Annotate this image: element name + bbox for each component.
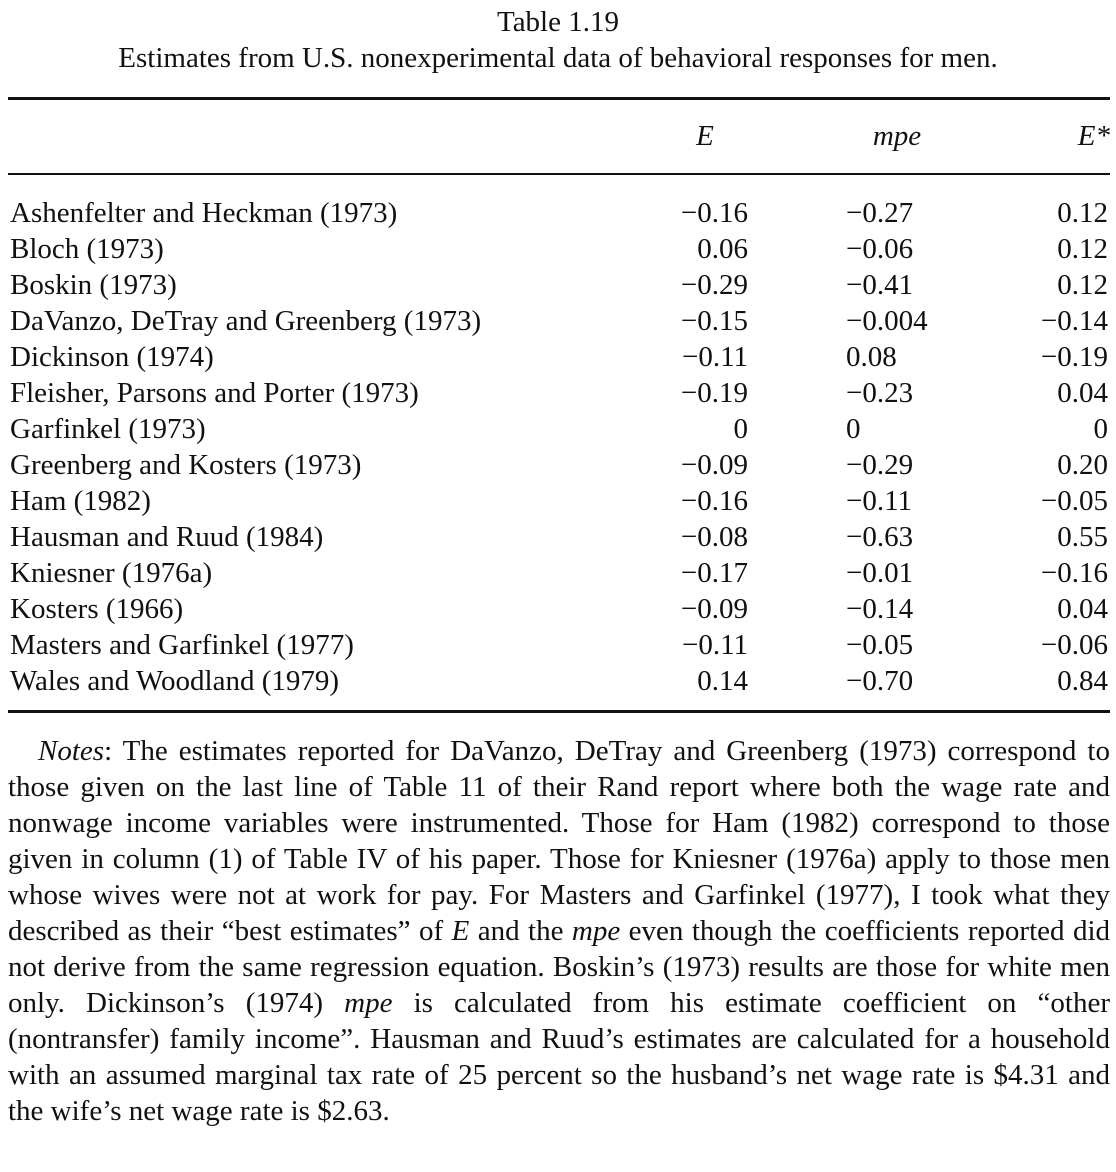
- row-value-e-star: 0.04: [1057, 377, 1108, 409]
- table-row: [0, 195, 1116, 231]
- row-value-e-star: 0.12: [1057, 233, 1108, 265]
- table-row: [0, 339, 1116, 375]
- table-notes: [8, 733, 1110, 1129]
- row-value-mpe: −0.06: [846, 233, 914, 265]
- row-study-name: Dickinson (1974): [10, 341, 214, 373]
- row-study-name: Boskin (1973): [10, 269, 177, 301]
- row-value-mpe: −0.004: [846, 305, 928, 337]
- row-value-mpe: −0.11: [846, 485, 913, 517]
- row-value-e: 0.14: [697, 665, 748, 697]
- table-header-rule: [8, 173, 1110, 175]
- table-row: [0, 591, 1116, 627]
- table-row: [0, 447, 1116, 483]
- row-value-e-star: 0.04: [1057, 593, 1108, 625]
- row-value-e-star: 0.12: [1057, 269, 1108, 301]
- row-value-e: 0: [733, 413, 748, 445]
- row-value-mpe: −0.01: [846, 557, 914, 589]
- row-value-e: −0.09: [680, 593, 748, 625]
- column-header-mpe: mpe: [872, 120, 922, 152]
- column-header-e: E: [696, 120, 714, 152]
- row-value-e: −0.11: [681, 341, 748, 373]
- row-value-e: −0.29: [680, 269, 748, 301]
- table-row: [0, 231, 1116, 267]
- row-study-name: Kniesner (1976a): [10, 557, 213, 589]
- notes-term-e: E: [451, 915, 470, 947]
- row-value-e: −0.15: [680, 305, 748, 337]
- table-row: [0, 267, 1116, 303]
- row-value-mpe: −0.27: [846, 197, 914, 229]
- row-value-mpe: −0.23: [846, 377, 914, 409]
- row-study-name: DaVanzo, DeTray and Greenberg (1973): [10, 305, 482, 337]
- row-value-mpe: −0.05: [846, 629, 914, 661]
- table-bottom-rule: [8, 710, 1110, 713]
- row-value-e: 0.06: [697, 233, 748, 265]
- table-top-rule: [8, 97, 1110, 100]
- table-row: [0, 411, 1116, 447]
- row-value-e-star: 0.20: [1057, 449, 1108, 481]
- row-study-name: Masters and Garfinkel (1977): [10, 629, 354, 661]
- row-value-mpe: −0.29: [846, 449, 914, 481]
- row-study-name: Kosters (1966): [10, 593, 184, 625]
- table-row: [0, 519, 1116, 555]
- row-study-name: Garfinkel (1973): [10, 413, 206, 445]
- table-caption: Estimates from U.S. nonexperimental data of behavioral responses for men.: [118, 42, 998, 74]
- row-value-e-star: 0.12: [1057, 197, 1108, 229]
- row-value-e-star: 0.84: [1057, 665, 1108, 697]
- notes-text-part-4: is calculated from his estimate coefficient on “other (nontransfer) family income”. Hausman and Ruud’s estimates are calculated for a household with an assumed marginal tax rate of 25 percent so the husband’s net wage rate is $4.31 and the wife’s net wage rate is $2.63.: [8, 987, 1110, 1127]
- table-row: [0, 627, 1116, 663]
- row-value-e: −0.17: [680, 557, 748, 589]
- table-row: [0, 375, 1116, 411]
- row-value-e-star: 0: [1093, 413, 1108, 445]
- table-row: [0, 555, 1116, 591]
- notes-text-part-3: even though the coefficients reported did not derive from the same regression equation. Boskin’s (1973) results are those for white men only. Dickinson’s (1974): [8, 915, 1111, 1019]
- row-value-mpe: −0.70: [846, 665, 914, 697]
- row-study-name: Hausman and Ruud (1984): [10, 521, 324, 553]
- row-value-e: −0.16: [680, 485, 748, 517]
- row-study-name: Ashenfelter and Heckman (1973): [10, 197, 398, 229]
- column-header-e-star: E*: [1077, 120, 1110, 152]
- row-value-e-star: −0.14: [1040, 305, 1108, 337]
- row-value-e: −0.11: [681, 629, 748, 661]
- row-study-name: Bloch (1973): [10, 233, 164, 265]
- row-study-name: Greenberg and Kosters (1973): [10, 449, 362, 481]
- table-row: [0, 663, 1116, 699]
- row-value-mpe: −0.14: [846, 593, 914, 625]
- row-value-mpe: −0.41: [846, 269, 914, 301]
- row-value-e-star: −0.16: [1040, 557, 1108, 589]
- table-number: Table 1.19: [497, 6, 619, 38]
- table-row: [0, 483, 1116, 519]
- row-value-e: −0.16: [680, 197, 748, 229]
- table-row: [0, 303, 1116, 339]
- notes-term-mpe-second: mpe: [344, 987, 393, 1019]
- row-study-name: Ham (1982): [10, 485, 151, 517]
- notes-text-part-2: and the: [469, 915, 572, 947]
- notes-term-mpe: mpe: [571, 915, 621, 947]
- row-value-e-star: −0.19: [1040, 341, 1108, 373]
- notes-text-part-1: : The estimates reported for DaVanzo, DeTray and Greenberg (1973) correspond to those given on the last line of Table 11 of their Rand report where both the wage rate and nonwage income variables were instrumented. Those for Ham (1982) correspond to those given in column (1) of Table IV of his paper. Those for Kniesner (1976a) apply to those men whose wives were not at work for pay. For Masters and Garfinkel (1977), I took what they described as their “best estimates” of: [8, 735, 1110, 947]
- row-value-mpe: −0.63: [846, 521, 914, 553]
- row-value-mpe: 0: [846, 413, 861, 445]
- row-study-name: Fleisher, Parsons and Porter (1973): [10, 377, 419, 409]
- row-value-e-star: 0.55: [1057, 521, 1108, 553]
- row-value-e: −0.09: [680, 449, 748, 481]
- table-body: [0, 195, 1116, 699]
- row-study-name: Wales and Woodland (1979): [10, 665, 340, 697]
- row-value-e-star: −0.05: [1040, 485, 1108, 517]
- notes-label: Notes: [38, 735, 105, 767]
- row-value-mpe: 0.08: [846, 341, 897, 373]
- row-value-e: −0.19: [680, 377, 748, 409]
- row-value-e-star: −0.06: [1040, 629, 1108, 661]
- row-value-e: −0.08: [680, 521, 748, 553]
